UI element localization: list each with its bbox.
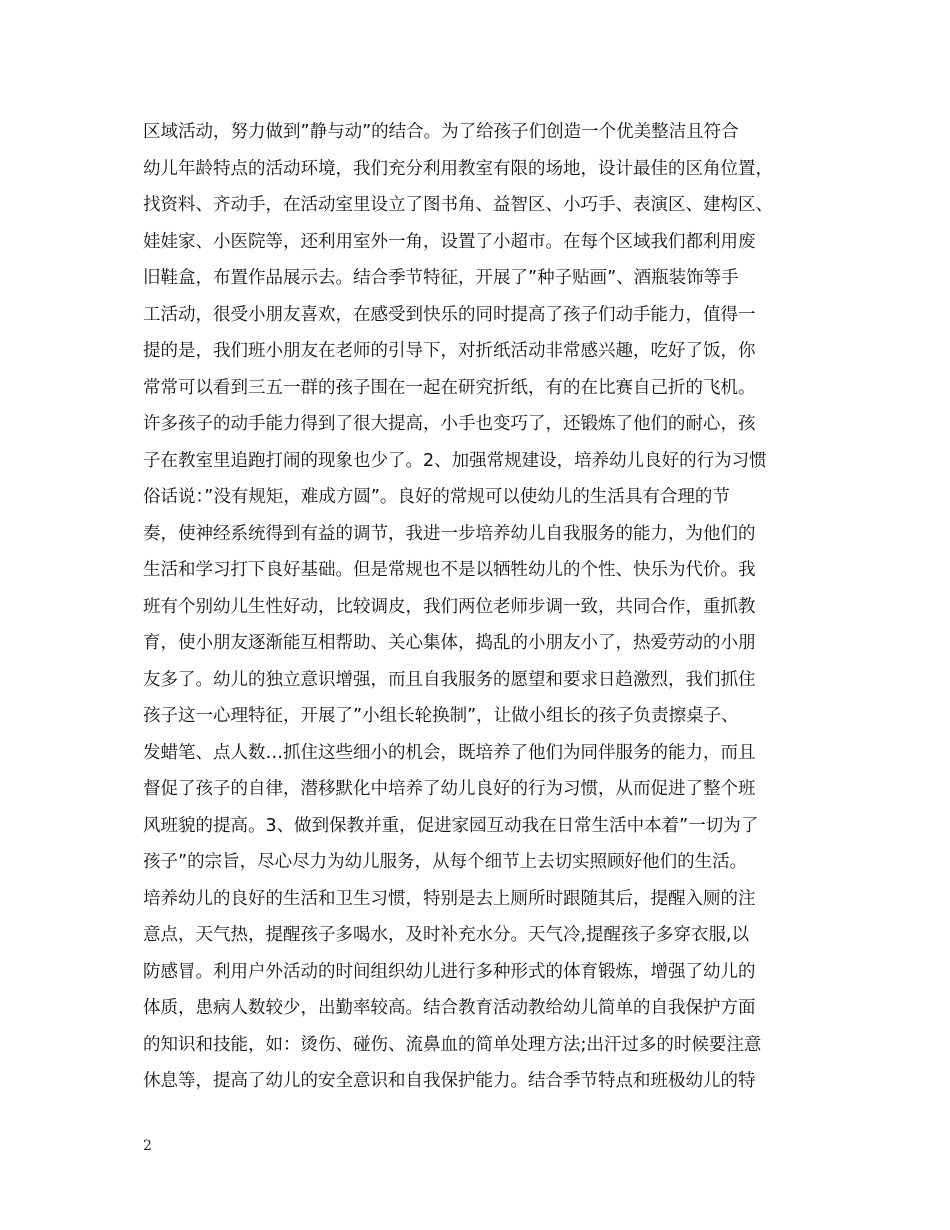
text-line: 孩子这一心理特征，开展了”小组长轮换制”，让做小组长的孩子负责擦桌子、 [143, 706, 739, 726]
text-line: 旧鞋盒，布置作品展示去。结合季节特征，开展了”种子贴画”、酒瓶装饰等手 [143, 268, 739, 288]
text-line: 工活动，很受小朋友喜欢，在感受到快乐的同时提高了孩子们动手能力，值得一 [143, 304, 756, 325]
text-line: 意点，天气热，提醒孩子多喝水，及时补充水分。天气冷,提醒孩子多穿衣服,以 [143, 925, 750, 945]
text-line: 发蜡笔、点人数…抓住这些细小的机会，既培养了他们为同伴服务的能力，而且 [143, 742, 756, 763]
text-line: 幼儿年龄特点的活动环境，我们充分利用教室有限的场地，设计最佳的区角位置， [143, 158, 773, 179]
text-line: 娃娃家、小医院等，还利用室外一角，设置了小超市。在每个区域我们都利用废 [143, 231, 756, 252]
text-line: 孩子”的宗旨，尽心尽力为幼儿服务，从每个细节上去切实照顾好他们的生活。 [143, 852, 748, 872]
text-line: 风班貌的提高。3、做到保教并重，促进家园互动我在日常生活中本着”一切为了 [143, 815, 759, 836]
text-line: 生活和学习打下良好基础。但是常规也不是以牺牲幼儿的个性、快乐为代价。我 [143, 560, 756, 580]
text-line: 友多了。幼儿的独立意识增强，而且自我服务的愿望和要求日趋激烈，我们抓住 [143, 669, 756, 690]
text-line: 找资料、齐动手，在活动室里设立了图书角、益智区、小巧手、表演区、建构区、 [143, 195, 773, 215]
text-line: 休息等，提高了幼儿的安全意识和自我保护能力。结合季节特点和班极幼儿的特 [143, 1071, 756, 1091]
text-line: 提的是，我们班小朋友在老师的引导下，对折纸活动非常感兴趣，吃好了饭，你 [143, 341, 756, 361]
page-number: 2 [143, 1138, 152, 1154]
text-line: 区域活动，努力做到”静与动”的结合。为了给孩子们创造一个优美整洁且符合 [143, 122, 739, 142]
text-line: 防感冒。利用户外活动的时间组织幼儿进行多种形式的体育锻炼，增强了幼儿的 [143, 961, 756, 982]
text-line: 常常可以看到三五一群的孩子围在一起在研究折纸，有的在比赛自己折的飞机。 [143, 377, 756, 398]
text-line: 培养幼儿的良好的生活和卫生习惯，特别是去上厕所时跟随其后，提醒入厕的注 [143, 888, 756, 909]
text-line: 奏，使神经系统得到有益的调节，我进一步培养幼儿自我服务的能力，为他们的 [143, 523, 756, 544]
text-line: 许多孩子的动手能力得到了很大提高，小手也变巧了，还锻炼了他们的耐心，孩 [143, 414, 756, 434]
text-line: 班有个别幼儿生性好动，比较调皮，我们两位老师步调一致，共同合作，重抓教 [143, 596, 756, 617]
text-line: 督促了孩子的自律，潜移默化中培养了幼儿良好的行为习惯，从而促进了整个班 [143, 779, 756, 799]
text-line: 的知识和技能，如：烫伤、碰伤、流鼻血的简单处理方法;出汗过多的时候要注意 [143, 1034, 762, 1055]
body-text [143, 114, 823, 1100]
text-line: 子在教室里追跑打闹的现象也少了。2、加强常规建设，培养幼儿良好的行为习惯 [143, 450, 767, 471]
text-line: 体质，患病人数较少，出勤率较高。结合教育活动教给幼儿简单的自我保护方面 [143, 998, 756, 1018]
text-line: 俗话说：”没有规矩，难成方圆”。良好的常规可以使幼儿的生活具有合理的节 [143, 487, 730, 507]
text-line: 育，使小朋友逐渐能互相帮助、关心集体，捣乱的小朋友小了，热爱劳动的小朋 [143, 633, 756, 653]
